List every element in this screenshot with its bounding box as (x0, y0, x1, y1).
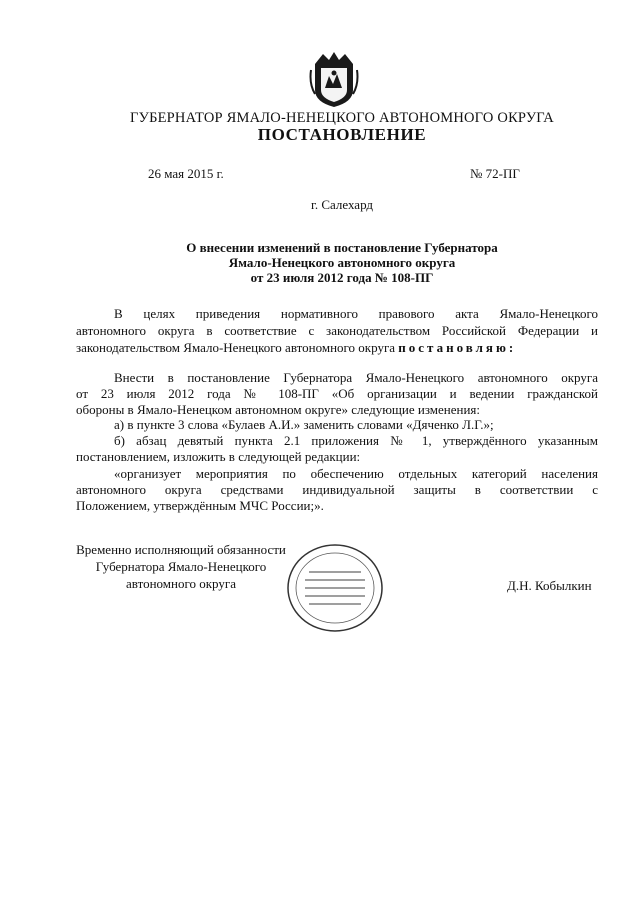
document-title-line: О внесении изменений в постановление Губернатора (186, 240, 498, 255)
body-text-line: от 23 июля 2012 года № 108-ПГ «Об организации и ведении гражданской (76, 386, 598, 401)
signatory-position-line: автономного округа (126, 576, 236, 591)
document-city: г. Салехард (310, 197, 374, 212)
list-item-a: а) в пункте 3 слова «Булаев А.И.» заменить словами «Дяченко Л.Г.»; (114, 417, 494, 432)
signatory-position-line: Временно исполняющий обязанности (76, 542, 286, 557)
body-text-fragment: законодательством Ямало-Ненецкого автономного округа (76, 340, 396, 355)
signatory-position-line: Губернатора Ямало-Ненецкого (95, 559, 267, 574)
document-type-heading: ПОСТАНОВЛЕНИЕ (257, 125, 427, 144)
document-title-line: от 23 июля 2012 года № 108-ПГ (250, 270, 434, 285)
signatory-position (76, 541, 286, 592)
document-date: 26 мая 2015 г. (148, 166, 224, 181)
quote-line: «организует мероприятия по обеспечению отдельных категорий населения (114, 466, 598, 481)
document-number: № 72-ПГ (470, 166, 520, 181)
organization-heading: ГУБЕРНАТОР ЯМАЛО-НЕНЕЦКОГО АВТОНОМНОГО ОКРУГА (130, 110, 554, 126)
quote-line: автономного округа средствами индивидуальной защиты в соответствии с (76, 482, 598, 497)
body-text-line (76, 340, 598, 355)
body-text-line: В целях приведения нормативного правового акта Ямало-Ненецкого (114, 306, 598, 321)
list-item-b: б) абзац девятый пункта 2.1 приложения № 1, утверждённого указанным (114, 433, 598, 448)
coat-of-arms-emblem (309, 50, 359, 108)
quote-line: Положением, утверждённым МЧС России;». (76, 498, 324, 513)
body-text-line: автономного округа в соответствие с законодательством Российской Федерации и (76, 323, 598, 338)
official-stamp (285, 542, 385, 634)
signatory-name: Д.Н. Кобылкин (507, 578, 592, 593)
body-text-line: постановлением, изложить в следующей редакции: (76, 449, 361, 464)
body-text-line: Внести в постановление Губернатора Ямало-Ненецкого автономного округа (114, 370, 598, 385)
decree-word: постановляю: (398, 340, 517, 355)
document-title-line: Ямало-Ненецкого автономного округа (228, 255, 456, 270)
body-text-line: обороны в Ямало-Ненецком автономном округе» следующие изменения: (76, 402, 481, 417)
